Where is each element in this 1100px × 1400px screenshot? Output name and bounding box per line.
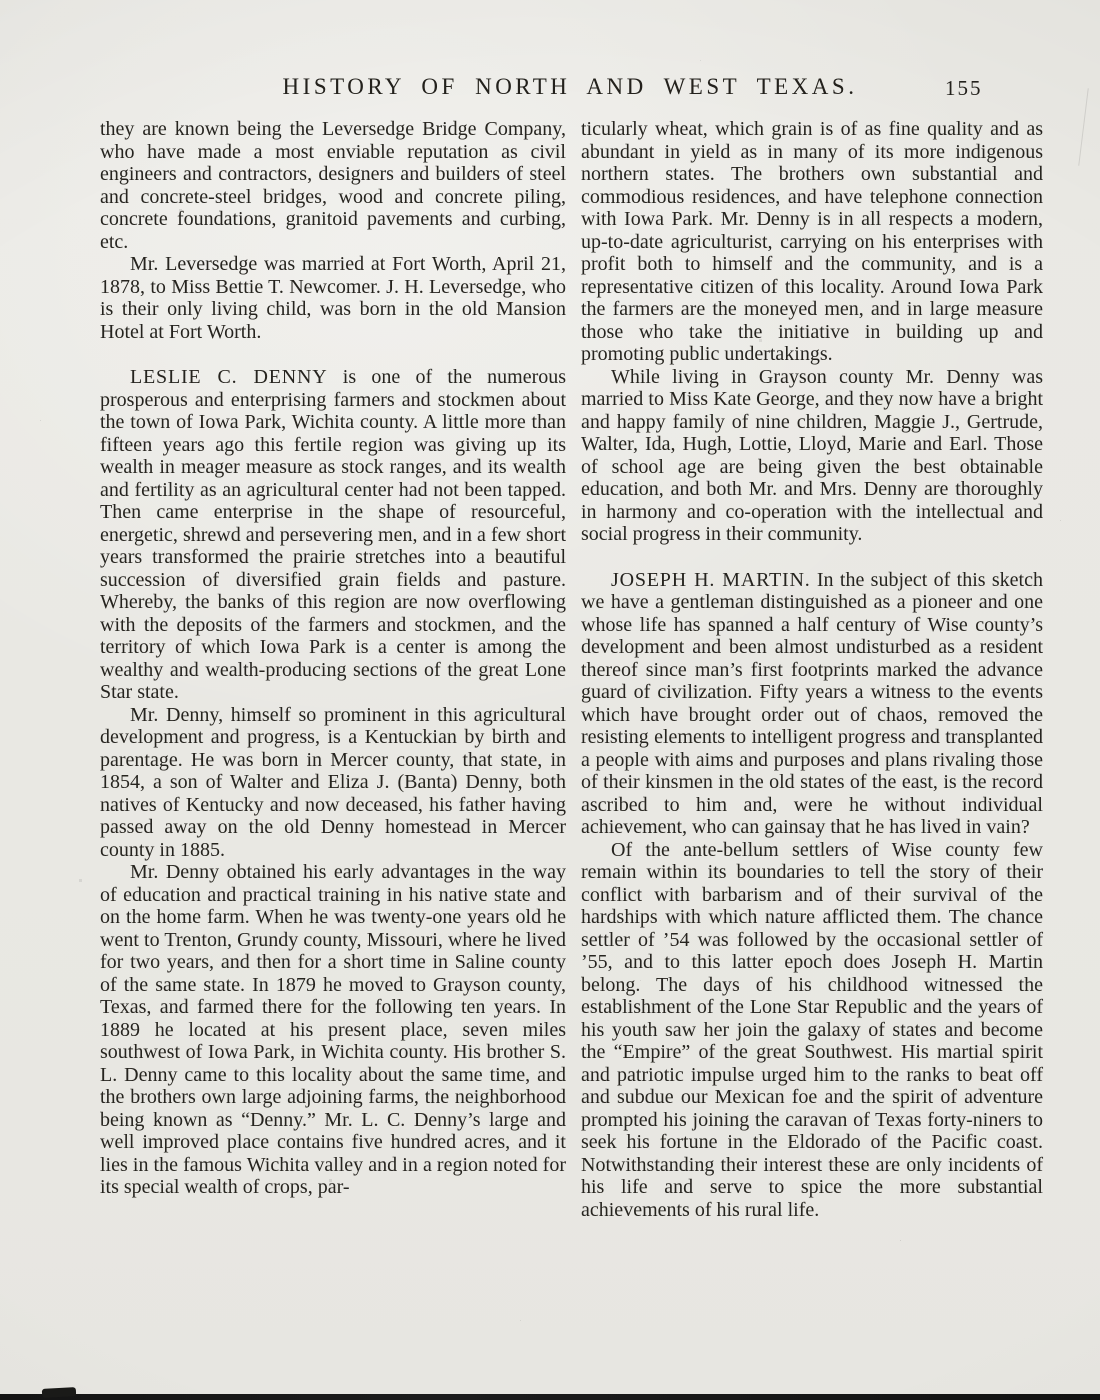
page-number: 155 xyxy=(945,76,983,100)
section-name-leslie-denny: LESLIE C. DENNY xyxy=(130,366,328,388)
section-name-joseph-martin: JOSEPH H. MARTIN. xyxy=(611,568,811,591)
paragraph-joseph-martin-intro xyxy=(581,569,1043,839)
page-title: HISTORY OF NORTH AND WEST TEXAS. xyxy=(282,74,858,99)
paragraph-leversedge-continuation: they are known being the Leversedge Bridge Company, who have made a most enviable reputation as civil engineers and contractors, designers and builders of steel and concrete-steel bridges, wood and concrete piling, concrete foundations, granitoid pavements and curbing, etc. xyxy=(100,118,566,253)
paragraph-wheat-continuation: ticularly wheat, which grain is of as fine quality and as abundant in yield as in many of its more indigenous northern states. The brothers own substantial and commodious residences, and have telephone connection with Iowa Park. Mr. Denny is in all respects a modern, up-to-date agriculturist, carrying on his enterprises with profit both to himself and the community, and is a representative citizen of this locality. Around Iowa Park the farmers are the moneyed men, and in large measure those who take the initiative in building up and promoting public undertakings. xyxy=(581,118,1043,365)
paragraph-denny-birth: Mr. Denny, himself so prominent in this agricultural development and progress, is a Kentuckian by birth and parentage. He was born in Mercer county, that state, in 1854, a son of Walter and Eliza J. (Banta) Denny, both natives of Kentucky and now deceased, his father having passed away on the old Denny homestead in Mercer county in 1885. xyxy=(100,703,566,861)
paper-texture-specks xyxy=(0,0,1,1)
paragraph-leslie-denny-intro xyxy=(100,366,566,704)
right-column xyxy=(581,118,1043,1221)
left-column xyxy=(100,118,566,1199)
paragraph-martin-settlers: Of the ante-bellum settlers of Wise county few remain within its boundaries to tell the story of their conflict with barbarism and of their survival of the hardships with which nature afflicted them. The chance settler of ’54 was followed by the occasional settler of ’55, and to this latter epoch does Joseph H. Martin belong. The days of his childhood witnessed the establishment of the Lone Star Republic and the years of his youth saw her join the galaxy of states and become the “Empire” of the great Southwest. His martial spirit and patriotic impulse urged him to the ranks to beat off and subdue our Mexican foe and the spirit of adventure prompted his joining the caravan of Texas forty-niners to seek his fortune in the Eldorado of the Pacific coast. Notwithstanding their interest these are only incidents of his life and serve to spice the more substantial achievements of his rural life. xyxy=(581,838,1043,1221)
paragraph-text: is one of the numerous prosperous and enterprising farmers and stockmen about the town of Iowa Park, Wichita county. A little more than fifteen years ago this fertile region was giving up its wealth in meager measure as stock ranges, and its wealth and fertility as an agricultural center had not been tapped. Then came enterprise in the shape of resourceful, energetic, shrewd and persevering men, and in a few short years transformed the prairie stretches into a beautiful succession of diversified grain fields and pasture. Whereby, the banks of this region are now overflowing with the deposits of the farmers and stockmen, and the territory of which Iowa Park is a center is among the wealthy and wealth-producing sections of the great Lone Star state. xyxy=(100,366,567,703)
paragraph-denny-education: Mr. Denny obtained his early advantages in the way of education and practical training in his native state and on the home farm. When he was twenty-one years old he went to Trenton, Grundy county, Missouri, where he lived for two years, and then for a short time in Saline county of the same state. In 1879 he moved to Grayson county, Texas, and farmed there for the following ten years. In 1889 he located at his present place, seven miles southwest of Iowa Park, in Wichita county. His brother S. L. Denny came to this locality about the same time, and the brothers own large adjoining farms, the neighborhood being known as “Denny.” Mr. L. C. Denny’s large and well improved place contains five hundred acres, and it lies in the famous Wichita valley and in a region noted for its special wealth of crops, par- xyxy=(100,861,566,1198)
scan-edge-mark xyxy=(42,1387,76,1398)
scan-bottom-edge xyxy=(0,1394,1100,1400)
paragraph-text: In the subject of this sketch we have a gentleman distinguished as a pioneer and one whose life has spanned a half century of Wise county’s development and been almost undisturbed as a resident thereof since man’s first footprints marked the advance guard of civilization. Fifty years a witness to the events which have brought order out of chaos, removed the resisting elements to intelligent progress and transplanted a people with aims and purposes and plans rivaling those of their kinsmen in the old states of the east, is the record ascribed to him and, were he without individual achievement, who can gainsay that he has lived in vain? xyxy=(581,568,1043,838)
paragraph-leversedge-marriage: Mr. Leversedge was married at Fort Worth, April 21, 1878, to Miss Bettie T. Newcomer. J. H. Leversedge, who is their only living child, was born in the old Mansion Hotel at Fort Worth. xyxy=(100,253,566,343)
page-header xyxy=(100,74,1040,106)
paragraph-denny-family: While living in Grayson county Mr. Denny was married to Miss Kate George, and they now have a bright and happy family of nine children, Maggie J., Gertrude, Walter, Ida, Hugh, Lottie, Lloyd, Marie and Earl. Those of school age are being given the best obtainable education, and both Mr. and Mrs. Denny are thoroughly in harmony and co-operation with the intellectual and social progress in their community. xyxy=(581,365,1043,545)
paper-crease xyxy=(1078,88,1088,166)
